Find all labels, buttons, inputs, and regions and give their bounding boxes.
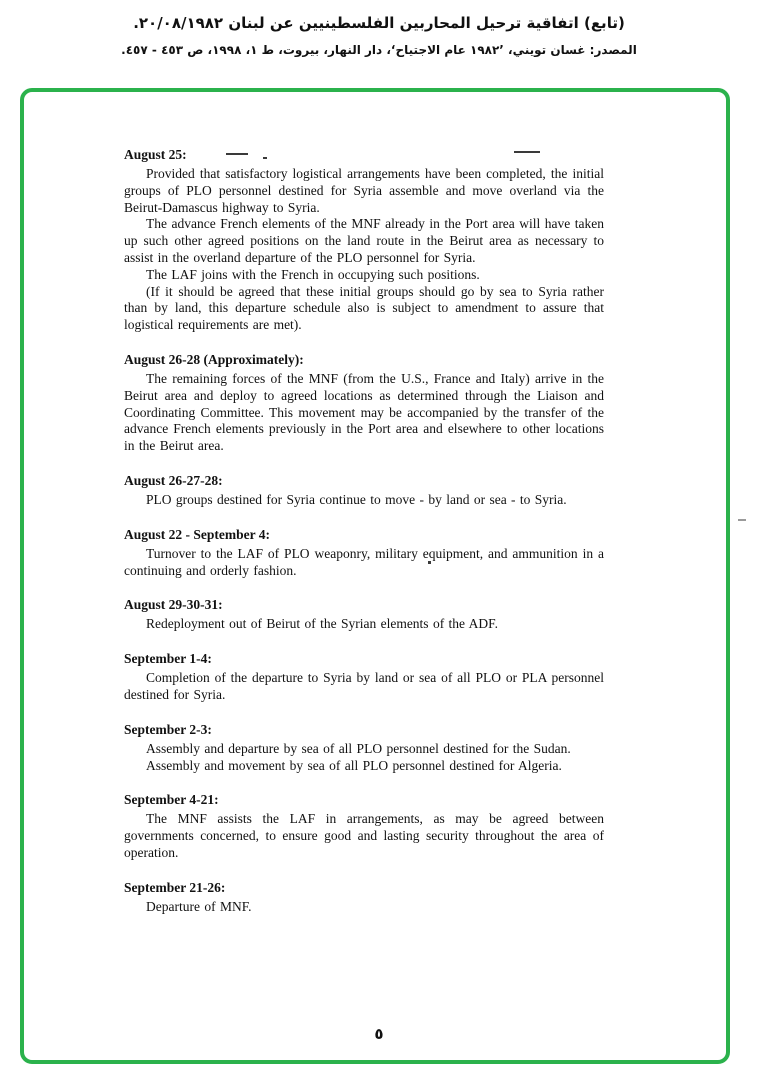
section-paragraph: PLO groups destined for Syria continue to move - by land or sea - to Syria.	[146, 491, 567, 507]
section-paragraph: The LAF joins with the French in occupying such positions.	[146, 266, 480, 282]
section-heading: August 22 - September 4:	[124, 526, 270, 542]
section-paragraph: Provided that satisfactory logistical arrangements have been completed, the initial groups of PLO personnel destined for Syria assemble and move overland via the Beirut-Damascus highway to Syria.	[124, 166, 604, 215]
schedule-section	[124, 791, 604, 861]
schedule-section	[124, 351, 604, 455]
schedule-section	[124, 146, 604, 334]
section-heading: August 29-30-31:	[124, 597, 223, 613]
section-paragraph: The advance French elements of the MNF already in the Port area will have taken up such other agreed positions on the land route in the Beirut area as necessary to assist in the overland departure of the PLO personnel for Syria.	[124, 216, 604, 265]
section-paragraph: Completion of the departure to Syria by land or sea of all PLO or PLA personnel destined for Syria.	[124, 670, 604, 702]
section-paragraph: Assembly and departure by sea of all PLO personnel destined for the Sudan.	[146, 740, 571, 756]
schedule-section	[124, 596, 604, 633]
schedule-section	[124, 472, 604, 509]
section-heading: August 25:	[124, 147, 187, 162]
section-heading: September 1-4:	[124, 651, 212, 667]
header-source-arabic: المصدر: غسان تويني، ’١٩٨٢ عام الاجتياح‘، دار النهار، بيروت، ط ١، ١٩٩٨، ص ٤٥٣ - ٤٥٧.	[121, 43, 637, 57]
page-number: ٥	[374, 1025, 384, 1043]
section-heading: September 21-26:	[124, 879, 226, 895]
schedule-content	[124, 146, 604, 933]
document-header	[0, 14, 758, 57]
scan-artifact	[226, 153, 248, 155]
section-heading: August 26-28 (Approximately):	[124, 351, 304, 367]
section-paragraph: Assembly and movement by sea of all PLO personnel destined for Algeria.	[146, 757, 562, 773]
section-heading: August 26-27-28:	[124, 472, 223, 488]
section-paragraph: Turnover to the LAF of PLO weaponry, military equipment, and ammunition in a continuing and orderly fashion.	[124, 545, 604, 578]
section-paragraph: The remaining forces of the MNF (from the U.S., France and Italy) arrive in the Beirut area and deploy to agreed locations as determined through the Liaison and Coordinating Committee. This movement may be accompanied by the transfer of the advance French elements previously in the Port area and elsewhere to other locations in the Beirut area.	[124, 370, 604, 454]
schedule-section	[124, 650, 604, 704]
scan-artifact	[514, 151, 540, 153]
section-paragraph: The MNF assists the LAF in arrangements, as may be agreed between governments concerned, to ensure good and lasting security throughout the area of operation.	[124, 811, 604, 860]
section-paragraph: Departure of MNF.	[146, 898, 252, 914]
schedule-section	[124, 721, 604, 775]
scan-artifact	[428, 561, 431, 564]
section-heading: September 4-21:	[124, 792, 219, 808]
section-paragraph: (If it should be agreed that these initial groups should go by sea to Syria rather than by land, this departure schedule also is subject to amendment to assure that logistical requirements are met).	[124, 283, 604, 333]
scan-artifact	[738, 519, 746, 521]
sections	[124, 146, 604, 916]
schedule-section	[124, 879, 604, 916]
schedule-section	[124, 526, 604, 580]
section-heading: September 2-3:	[124, 721, 212, 737]
section-paragraph: Redeployment out of Beirut of the Syrian elements of the ADF.	[146, 616, 498, 632]
scan-artifact	[263, 157, 267, 159]
header-title-arabic: (تابع) اتفاقية ترحيل المحاربين الفلسطينيين عن لبنان ٢٠/٠٨/١٩٨٢.	[133, 14, 625, 32]
